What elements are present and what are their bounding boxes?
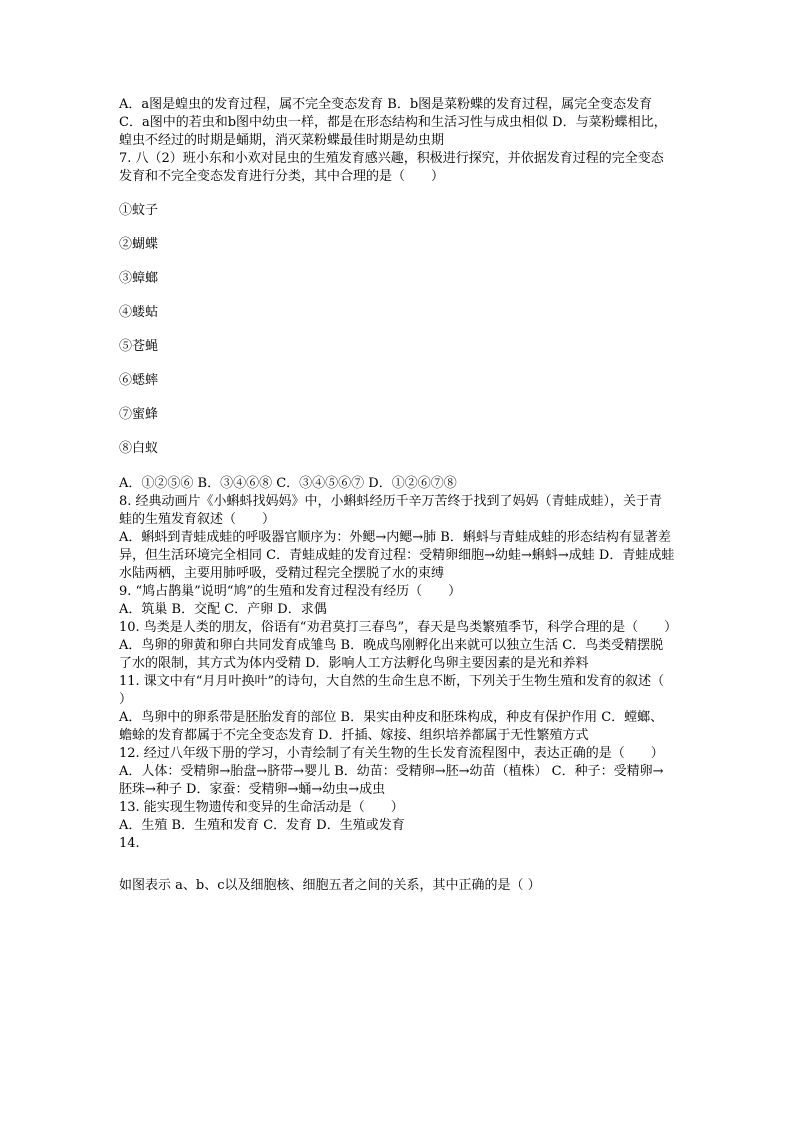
q13-stem: 13. 能实现生物遗传和变异的生命活动是（ ）	[119, 800, 404, 815]
q14-stem: 如图表示 a、b、c以及细胞核、细胞五者之间的关系，其中正确的是（ ）	[119, 878, 541, 893]
q9-options: A．筑巢 B．交配 C．产卵 D．求偶	[119, 602, 327, 617]
q8-stem: 8. 经典动画片《小蝌蚪找妈妈》中，小蝌蚪经历千辛万苦终于找到了妈妈（青蛙成蛙），关于青蛙的生殖发育叙述（ ）	[119, 494, 663, 527]
q11-stem: 11. 课文中有“月月叶换叶”的诗句，大自然的生命生息不断，下列关于生物生殖和发育的叙述（ ）	[119, 674, 691, 707]
q13-options: A．生殖 B．生殖和发育 C．发育 D．生殖或发育	[119, 818, 405, 833]
q12-stem: 12. 经过八年级下册的学习，小青绘制了有关生物的生长发育流程图中，表达正确的是（ ）	[119, 746, 664, 761]
q7-item-5: ⑤苍蝇	[119, 339, 159, 354]
q7-item-4: ④蝼蛄	[119, 305, 159, 320]
q7-item-7: ⑦蜜蜂	[119, 407, 159, 422]
q7-item-1: ①蚊子	[119, 203, 159, 218]
q8-options: A．蝌蚪到青蛙成蛙的呼吸器官顺序为：外鳃→内鳃→肺 B．蝌蚪与青蛙成蛙的形态结构有显著差异，但生活环境完全相同 C．青蛙成蛙的发育过程：受精卵细胞→幼蛙→蝌蚪→成蛙 D．青蛙成蛙水陆两栖，主要用肺呼吸，受精过程完全摆脱了水的束缚	[119, 530, 675, 581]
q10-stem: 10. 鸟类是人类的朋友，俗语有“劝君莫打三春鸟”，春天是鸟类繁殖季节，科学合理的是（ ）	[119, 620, 678, 635]
question-content	[119, 96, 691, 895]
q6-options: A．a图是蝗虫的发育过程，属不完全变态发育 B．b图是菜粉蝶的发育过程，属完全变态发育 C．a图中的若虫和b图中幼虫一样，都是在形态结构和生活习性与成虫相似 D．与菜粉蝶相比，蝗虫不经过的时期是蛹期，消灭菜粉蝶最佳时期是幼虫期	[119, 97, 667, 148]
q10-options: A．鸟卵的卵黄和卵白共同发育成雏鸟 B．晚成鸟刚孵化出来就可以独立生活 C．鸟类受精摆脱了水的限制，其方式为体内受精 D．影响人工方法孵化鸟卵主要因素的是光和养料	[119, 638, 664, 671]
q7-item-3: ③蟑螂	[119, 271, 159, 286]
q7-item-2: ②蝴蝶	[119, 237, 159, 252]
q14-number: 14.	[119, 836, 140, 851]
q7-item-6: ⑥蟋蟀	[119, 373, 159, 388]
q7-item-8: ⑧白蚁	[119, 441, 159, 456]
q11-options: A．鸟卵中的卵系带是胚胎发育的部位 B．果实由种皮和胚珠构成，种皮有保护作用 C．螳螂、蟾蜍的发育都属于不完全变态发育 D．扦插、嫁接、组织培养都属于无性繁殖方式	[119, 710, 664, 743]
q12-options: A．人体：受精卵→胎盘→脐带→婴儿 B．幼苗：受精卵→胚→幼苗（植株） C．种子：受精卵→胚珠→种子 D．家蚕：受精卵→蛹→幼虫→成虫	[119, 764, 664, 797]
q7-options: A．①②⑤⑥ B．③④⑥⑧ C．③④⑤⑥⑦ D．①②⑥⑦⑧	[119, 476, 457, 491]
q7-stem: 7. 八（2）班小东和小欢对昆虫的生殖发育感兴趣，积极进行探究，并依据发育过程的完全变态发育和不完全变态发育进行分类，其中合理的是（ ）	[119, 151, 664, 184]
q9-stem: 9. “鸠占鹊巢”说明“鸠”的生殖和发育过程没有经历（ ）	[119, 584, 462, 599]
